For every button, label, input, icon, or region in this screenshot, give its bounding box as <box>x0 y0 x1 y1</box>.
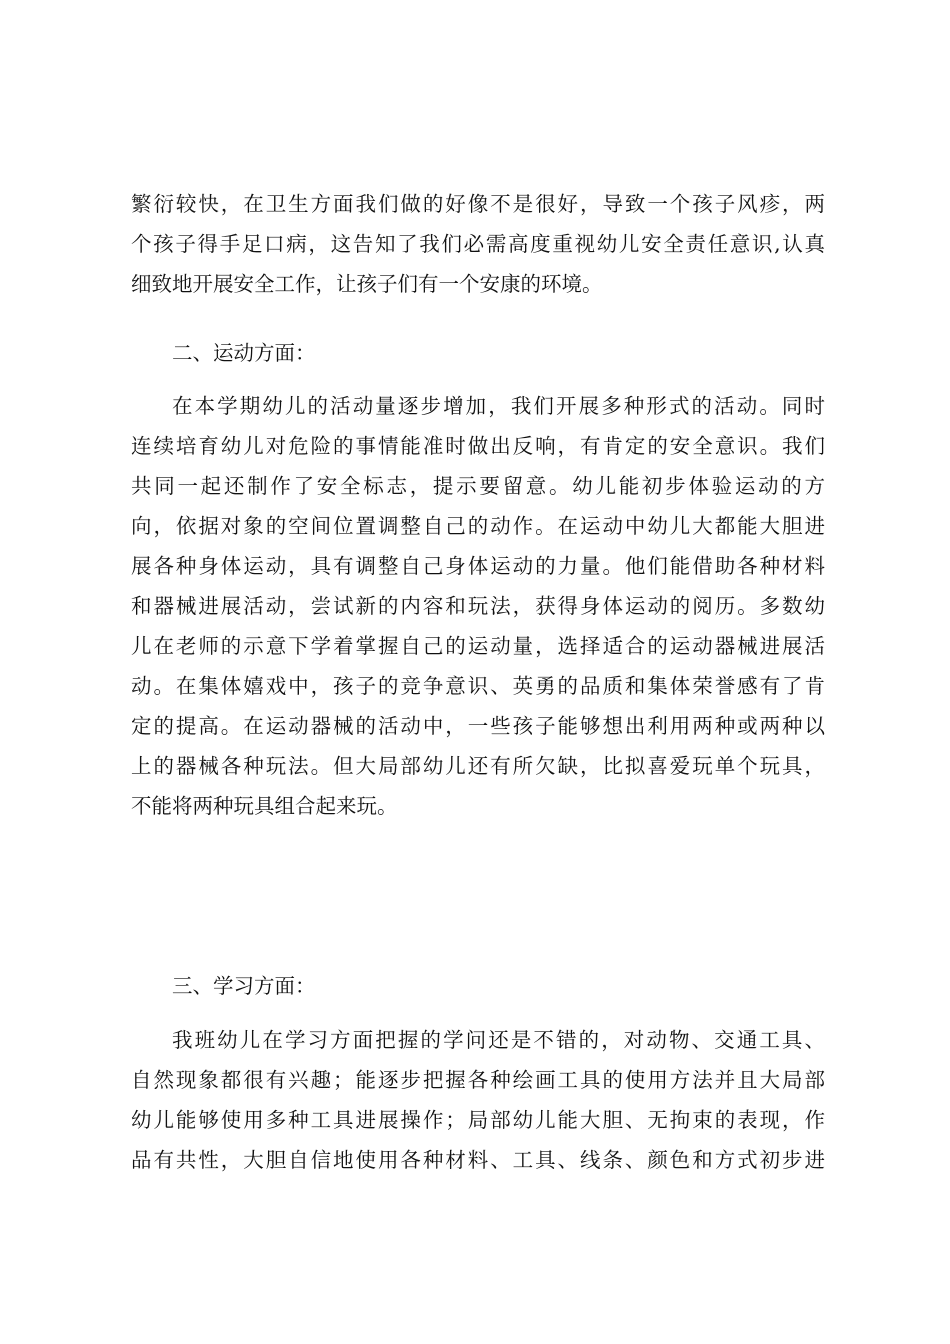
section-heading-learning <box>131 966 825 1006</box>
text-line: 不能将两种玩具组合起来玩。 <box>131 794 398 818</box>
text-line: 和器械进展活动，尝试新的内容和玩法，获得身体运动的阅历。多数幼 <box>131 594 825 618</box>
heading-text: 三、学习方面： <box>172 974 316 998</box>
text-line: 品有共性，大胆自信地使用各种材料、工具、线条、颜色和方式初步进 <box>131 1148 825 1172</box>
text-line: 上的器械各种玩法。但大局部幼儿还有所欠缺，比拟喜爱玩单个玩具， <box>131 754 825 778</box>
text-line: 儿在老师的示意下学着掌握自己的运动量，选择适合的运动器械进展活 <box>131 634 825 658</box>
text-line: 向，依据对象的空间位置调整自己的动作。在运动中幼儿大都能大胆进 <box>131 514 825 538</box>
text-line: 自然现象都很有兴趣；能逐步把握各种绘画工具的使用方法并且大局部 <box>131 1068 825 1092</box>
text-line: 共同一起还制作了安全标志，提示要留意。幼儿能初步体验运动的方 <box>131 474 825 498</box>
text-line: 个孩子得手足口病，这告知了我们必需高度重视幼儿安全责任意识,认真 <box>131 232 825 256</box>
section-heading-exercise <box>131 333 825 373</box>
text-line: 幼儿能够使用多种工具进展操作；局部幼儿能大胆、无拘束的表现，作 <box>131 1108 825 1132</box>
heading-text: 二、运动方面： <box>172 341 316 365</box>
text-line: 定的提高。在运动器械的活动中，一些孩子能够想出利用两种或两种以 <box>131 714 825 738</box>
text-line: 展各种身体运动，具有调整自己身体运动的力量。他们能借助各种材料 <box>131 554 825 578</box>
paragraph-learning <box>131 1020 825 1180</box>
paragraph-hygiene <box>131 184 825 304</box>
text-line: 在本学期幼儿的活动量逐步增加，我们开展多种形式的活动。同时 <box>172 394 825 418</box>
text-line: 繁衍较快，在卫生方面我们做的好像不是很好，导致一个孩子风疹，两 <box>131 192 825 216</box>
paragraph-exercise <box>131 386 825 826</box>
text-line: 动。在集体嬉戏中，孩子的竞争意识、英勇的品质和集体荣誉感有了肯 <box>131 674 825 698</box>
text-line: 我班幼儿在学习方面把握的学问还是不错的，对动物、交通工具、 <box>172 1028 825 1052</box>
text-line: 细致地开展安全工作，让孩子们有一个安康的环境。 <box>131 272 603 296</box>
text-line: 连续培育幼儿对危险的事情能准时做出反响，有肯定的安全意识。我们 <box>131 434 825 458</box>
